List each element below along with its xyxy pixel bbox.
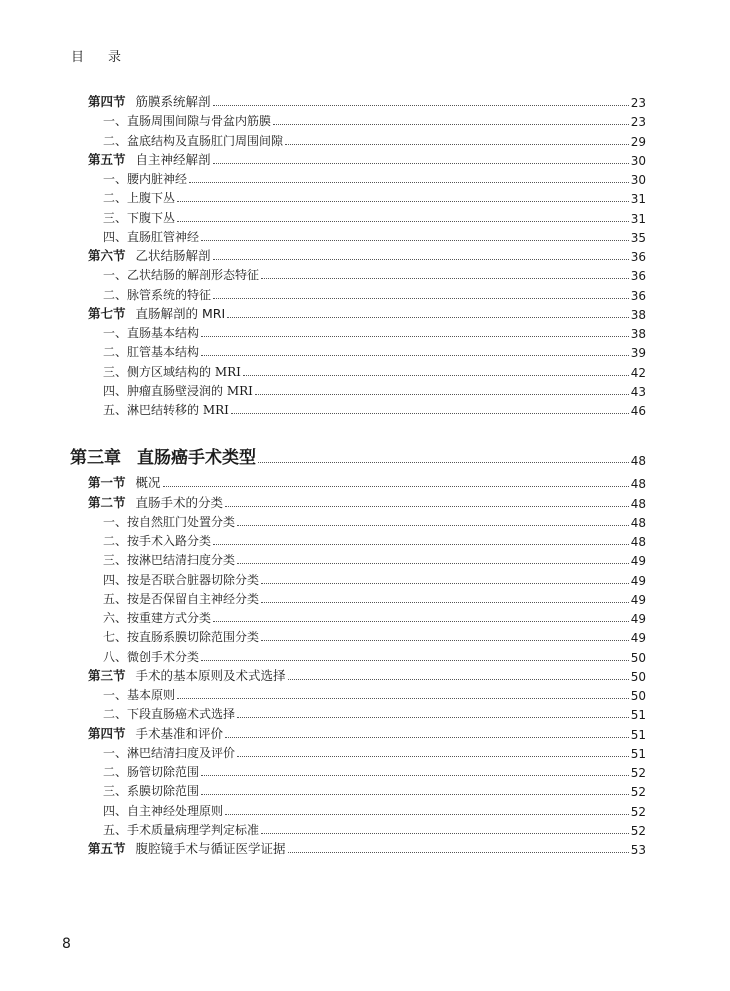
toc-entry-number: 第三章 xyxy=(70,448,121,469)
toc-section[interactable] xyxy=(88,149,646,168)
toc-entry-label xyxy=(88,686,177,703)
toc-entry-title: 八、微创手术分类 xyxy=(103,649,200,664)
toc-entry-title: 三、下腹下丛 xyxy=(103,210,176,225)
toc-entry-page: 23 xyxy=(630,115,646,130)
toc-entry-label xyxy=(88,609,213,626)
dot-leader xyxy=(213,297,629,299)
toc-entry-page: 36 xyxy=(630,250,646,264)
toc-entry-label xyxy=(88,132,285,149)
toc-entry-label xyxy=(88,763,201,780)
toc-entry-page: 36 xyxy=(630,288,646,303)
toc-item[interactable] xyxy=(88,322,646,341)
toc-entry-title: 直肠解剖的 MRI xyxy=(135,305,226,321)
toc-entry-label xyxy=(88,705,237,722)
toc-entry-page: 42 xyxy=(630,365,646,380)
dot-leader xyxy=(201,774,629,776)
toc-item[interactable] xyxy=(88,284,646,303)
dot-leader xyxy=(225,505,629,507)
toc-entry-label xyxy=(70,443,258,468)
toc-item[interactable] xyxy=(88,511,646,530)
toc-entry-title: 五、淋巴结转移的 MRI xyxy=(103,403,229,417)
toc-entry-label xyxy=(88,821,261,838)
toc-entry-number: 第五节 xyxy=(88,841,126,856)
dot-leader xyxy=(255,393,629,395)
toc-entry-page: 48 xyxy=(630,515,646,530)
dot-leader xyxy=(261,832,629,834)
toc-entry-title: 自主神经解剖 xyxy=(135,151,211,167)
toc-entry-page: 52 xyxy=(630,804,646,819)
toc-entry-title: 一、直肠基本结构 xyxy=(103,326,200,340)
toc-entry-title: 二、脉管系统的特征 xyxy=(103,287,212,302)
toc-section[interactable] xyxy=(88,838,646,857)
toc-entry-number: 第一节 xyxy=(88,475,126,491)
toc-item[interactable] xyxy=(88,819,646,838)
toc-section[interactable] xyxy=(88,303,646,322)
running-header xyxy=(71,46,123,65)
toc-entry-page: 52 xyxy=(630,766,646,780)
dot-leader xyxy=(261,582,629,584)
toc-item[interactable] xyxy=(88,684,646,703)
toc-item[interactable] xyxy=(88,703,646,722)
toc-item[interactable] xyxy=(88,588,646,607)
toc-entry-page: 49 xyxy=(630,592,646,607)
toc-entry-title: 直肠手术的分类 xyxy=(135,494,224,510)
toc-entry-label xyxy=(88,648,201,665)
toc-section[interactable] xyxy=(88,665,646,684)
toc-section[interactable] xyxy=(88,492,646,511)
toc-item[interactable] xyxy=(88,626,646,645)
toc-entry-title: 一、基本原则 xyxy=(103,688,176,702)
toc-entry-label xyxy=(88,782,201,799)
toc-entry-title: 一、直肠周围间隙与骨盆内筋膜 xyxy=(103,114,272,129)
toc-entry-page: 51 xyxy=(630,727,646,742)
toc-item[interactable] xyxy=(88,569,646,588)
toc-item[interactable] xyxy=(88,341,646,360)
toc-entry-label xyxy=(88,286,213,303)
toc-entry-label xyxy=(88,551,237,568)
toc-entry-title: 六、按重建方式分类 xyxy=(103,611,212,625)
toc-entry-page: 49 xyxy=(630,554,646,569)
toc-entry-label xyxy=(88,324,201,341)
toc-item[interactable] xyxy=(88,130,646,149)
toc-entry-page: 48 xyxy=(630,535,646,549)
toc-entry-page: 30 xyxy=(630,173,646,187)
toc-item[interactable] xyxy=(88,226,646,245)
toc-entry-title: 四、按是否联合脏器切除分类 xyxy=(103,572,260,587)
toc-entry-label xyxy=(88,628,261,645)
toc-entry-label xyxy=(88,401,231,418)
toc-entry-label xyxy=(88,246,213,264)
toc-entry-page: 48 xyxy=(630,454,646,469)
toc-entry-page: 48 xyxy=(630,477,646,492)
toc-section[interactable] xyxy=(88,723,646,742)
dot-leader xyxy=(261,639,629,641)
toc-entry-label xyxy=(88,839,288,857)
toc-entry-page: 31 xyxy=(630,211,646,226)
dot-leader xyxy=(189,181,629,183)
toc-entry-title: 五、按是否保留自主神经分类 xyxy=(103,591,260,606)
dot-leader xyxy=(201,659,629,661)
toc-entry-title: 手术基准和评价 xyxy=(135,725,224,741)
toc-item[interactable] xyxy=(88,742,646,761)
dot-leader xyxy=(225,736,629,738)
toc-entry-page: 30 xyxy=(630,153,646,168)
dot-leader xyxy=(237,562,629,564)
toc-item[interactable] xyxy=(88,646,646,665)
toc-entry-page: 49 xyxy=(630,631,646,646)
toc-entry-title: 直肠癌手术类型 xyxy=(137,448,256,469)
toc-item[interactable] xyxy=(88,800,646,819)
toc-entry-number: 第六节 xyxy=(88,248,126,263)
dot-leader xyxy=(213,620,629,622)
toc-entry-label xyxy=(88,363,243,380)
toc-item[interactable] xyxy=(88,530,646,549)
toc-entry-label xyxy=(88,266,261,283)
header-word-1: 目 xyxy=(71,50,87,65)
toc-entry-title: 二、肠管切除范围 xyxy=(103,765,200,779)
toc-entry-title: 七、按直肠系膜切除范围分类 xyxy=(103,630,260,645)
dot-leader xyxy=(213,543,629,545)
toc-entry-title: 二、按手术入路分类 xyxy=(103,534,212,548)
toc-entry-title: 手术的基本原则及术式选择 xyxy=(135,667,286,683)
toc-item[interactable] xyxy=(88,207,646,226)
toc-entry-page: 50 xyxy=(630,650,646,665)
toc-entry-label xyxy=(88,209,177,226)
toc-entry-label xyxy=(88,304,227,322)
header-word-2: 录 xyxy=(108,50,124,65)
toc-entry-label xyxy=(88,382,255,399)
toc-entry-label xyxy=(88,343,201,360)
toc-entry-title: 概况 xyxy=(135,475,161,491)
dot-leader xyxy=(201,335,629,337)
toc-entry-title: 三、系膜切除范围 xyxy=(103,784,200,799)
toc-entry-title: 四、肿瘤直肠壁浸润的 MRI xyxy=(103,383,253,398)
dot-leader xyxy=(237,524,629,526)
toc-entry-title: 二、下段直肠癌术式选择 xyxy=(103,707,236,722)
toc-entry-label xyxy=(88,228,201,245)
toc-entry-number: 第四节 xyxy=(88,94,126,109)
dot-leader xyxy=(177,220,629,222)
dot-leader xyxy=(213,258,629,260)
toc-entry-title: 三、侧方区域结构的 MRI xyxy=(103,364,241,379)
toc-entry-label xyxy=(88,473,163,491)
toc-entry-title: 筋膜系统解剖 xyxy=(135,94,211,109)
toc-entry-label xyxy=(88,744,237,761)
toc-entry-label xyxy=(88,724,225,742)
toc-entry-label xyxy=(88,170,189,187)
toc-entry-title: 四、自主神经处理原则 xyxy=(103,803,224,818)
dot-leader xyxy=(288,678,629,680)
toc-entry-title: 四、直肠肛管神经 xyxy=(103,229,200,244)
toc-entry-page: 38 xyxy=(630,327,646,341)
toc-entry-page: 43 xyxy=(630,384,646,399)
toc-item[interactable] xyxy=(88,264,646,283)
toc-entry-title: 腹腔镜手术与循证医学证据 xyxy=(135,841,286,856)
toc-entry-title: 一、腰内脏神经 xyxy=(103,172,188,186)
toc-entry-page: 31 xyxy=(630,192,646,207)
dot-leader xyxy=(261,601,629,603)
toc-item[interactable] xyxy=(88,549,646,568)
toc-entry-page: 51 xyxy=(630,746,646,761)
toc-entry-page: 48 xyxy=(630,496,646,511)
toc-entry-title: 二、肛管基本结构 xyxy=(103,345,200,360)
dot-leader xyxy=(237,716,629,718)
toc-entry-page: 51 xyxy=(630,708,646,723)
dot-leader xyxy=(213,104,629,106)
dot-leader xyxy=(201,793,629,795)
toc-entry-page: 29 xyxy=(630,134,646,149)
toc-entry-title: 乙状结肠解剖 xyxy=(135,248,211,263)
toc-item[interactable] xyxy=(88,110,646,129)
toc-section[interactable] xyxy=(88,245,646,264)
toc-entry-title: 一、乙状结肠的解剖形态特征 xyxy=(103,268,260,283)
toc-chapter[interactable] xyxy=(70,442,646,468)
toc-entry-page: 46 xyxy=(630,404,646,418)
toc-entry-label xyxy=(88,493,225,511)
toc-entry-label xyxy=(88,666,288,684)
toc-item[interactable] xyxy=(88,380,646,399)
toc-entry-label xyxy=(88,189,177,206)
toc-entry-page: 38 xyxy=(630,307,646,322)
dot-leader xyxy=(177,200,629,202)
page-number: 8 xyxy=(62,936,71,952)
toc-entry-title: 一、按自然肛门处置分类 xyxy=(103,514,236,529)
toc-item[interactable] xyxy=(88,361,646,380)
toc-entry-page: 36 xyxy=(630,269,646,284)
toc-item[interactable] xyxy=(88,399,646,418)
toc-entry-label xyxy=(88,513,237,530)
dot-leader xyxy=(273,123,629,125)
toc-entry-page: 23 xyxy=(630,96,646,110)
toc-item[interactable] xyxy=(88,780,646,799)
dot-leader xyxy=(201,239,629,241)
toc-entry-page: 35 xyxy=(630,230,646,245)
toc-entry-page: 53 xyxy=(630,843,646,857)
dot-leader xyxy=(227,316,629,318)
toc-entry-page: 52 xyxy=(630,823,646,838)
toc-entry-number: 第五节 xyxy=(88,151,126,167)
toc-entry-label xyxy=(88,112,273,129)
toc-entry-label xyxy=(88,590,261,607)
toc-item[interactable] xyxy=(88,761,646,780)
toc-entry-title: 一、淋巴结清扫度及评价 xyxy=(103,745,236,760)
toc-item[interactable] xyxy=(88,187,646,206)
dot-leader xyxy=(243,374,629,376)
toc-entry-label xyxy=(88,150,213,168)
toc-entry-number: 第二节 xyxy=(88,494,126,510)
toc-entry-title: 二、盆底结构及直肠肛门周围间隙 xyxy=(103,133,284,148)
dot-leader xyxy=(225,813,629,815)
toc-entry-label xyxy=(88,532,213,549)
toc-entry-number: 第四节 xyxy=(88,725,126,741)
toc-entry-title: 二、上腹下丛 xyxy=(103,191,176,206)
dot-leader xyxy=(261,277,629,279)
dot-leader xyxy=(201,354,629,356)
dot-leader xyxy=(231,412,629,414)
toc-entry-page: 50 xyxy=(630,669,646,684)
dot-leader xyxy=(163,485,629,487)
toc-entry-number: 第三节 xyxy=(88,667,126,683)
toc-entry-label xyxy=(88,571,261,588)
toc-item[interactable] xyxy=(88,607,646,626)
toc-entry-page: 52 xyxy=(630,785,646,800)
toc-entry-label xyxy=(88,92,213,110)
toc-entry-title: 三、按淋巴结清扫度分类 xyxy=(103,553,236,568)
dot-leader xyxy=(288,851,629,853)
toc-entry-title: 五、手术质量病理学判定标准 xyxy=(103,822,260,837)
dot-leader xyxy=(285,143,629,145)
toc-entry-page: 39 xyxy=(630,346,646,361)
toc-entry-label xyxy=(88,802,225,819)
dot-leader xyxy=(213,162,629,164)
toc-section[interactable] xyxy=(88,91,646,110)
dot-leader xyxy=(237,755,629,757)
toc-item[interactable] xyxy=(88,168,646,187)
toc-section[interactable] xyxy=(88,472,646,491)
toc-entry-page: 50 xyxy=(630,689,646,703)
toc-entry-page: 49 xyxy=(630,612,646,626)
toc-entry-number: 第七节 xyxy=(88,305,126,321)
toc-entry-page: 49 xyxy=(630,573,646,588)
dot-leader xyxy=(177,697,629,699)
dot-leader xyxy=(258,461,629,463)
